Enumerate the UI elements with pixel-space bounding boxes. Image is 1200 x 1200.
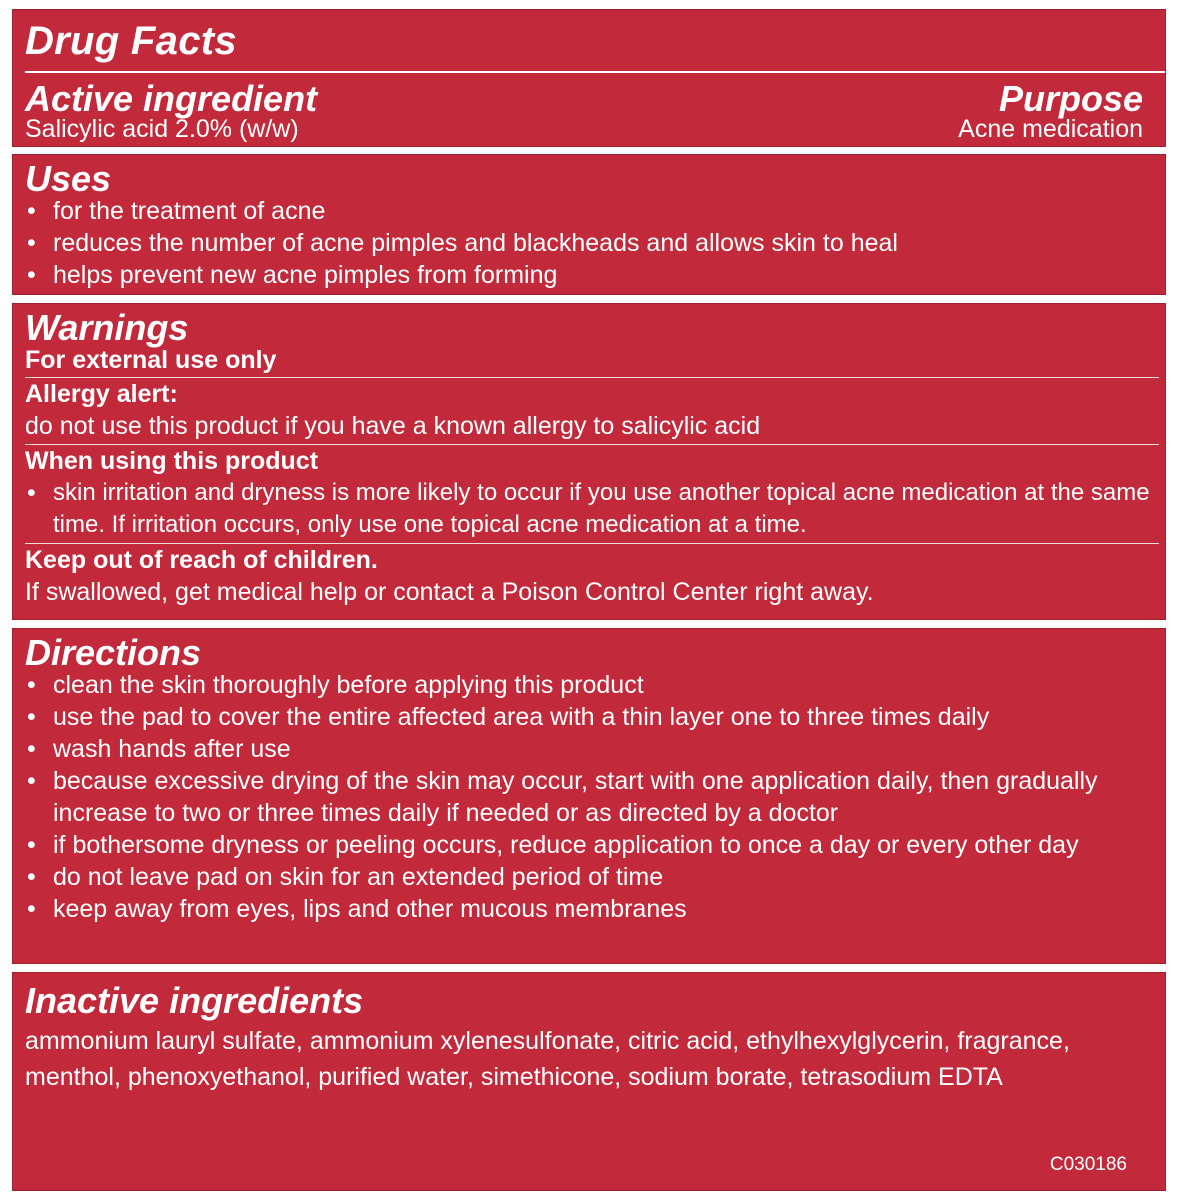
uses-list xyxy=(25,195,1149,291)
when-using-list xyxy=(25,477,1159,541)
allergy-alert-heading: Allergy alert: xyxy=(25,380,178,408)
product-code: C030186 xyxy=(1049,1154,1127,1175)
uses-panel xyxy=(12,154,1166,295)
active-ingredient-heading: Active ingredient xyxy=(25,78,318,119)
children-heading: Keep out of reach of children. xyxy=(25,546,378,574)
active-ingredient-value: Salicylic acid 2.0% (w/w) xyxy=(25,115,299,143)
inactive-ingredients-panel xyxy=(12,972,1166,1191)
purpose-value: Acne medication xyxy=(958,115,1143,143)
directions-item: • keep away from eyes, lips and other mucous membranes xyxy=(25,893,1149,925)
children-text: If swallowed, get medical help or contact a Poison Control Center right away. xyxy=(25,578,874,606)
allergy-alert-text: do not use this product if you have a known allergy to salicylic acid xyxy=(25,412,761,440)
external-use-text: For external use only xyxy=(25,346,277,374)
directions-item: • wash hands after use xyxy=(25,733,1149,765)
directions-panel xyxy=(12,628,1166,964)
when-using-item: • skin irritation and dryness is more likely to occur if you use another topical acne medication at the same time. If irritation occurs, only use one topical acne medication at a time. xyxy=(25,477,1159,541)
directions-item: • do not leave pad on skin for an extended period of time xyxy=(25,861,1149,893)
when-using-heading: When using this product xyxy=(25,447,319,475)
uses-item: • helps prevent new acne pimples from forming xyxy=(25,259,1149,291)
active-ingredient-row xyxy=(25,113,1143,145)
drug-facts-title: Drug Facts xyxy=(25,19,237,63)
warnings-panel xyxy=(12,303,1166,620)
uses-heading: Uses xyxy=(25,158,112,199)
inactive-ingredients-text: ammonium lauryl sulfate, ammonium xylenesulfonate, citric acid, ethylhexylglycerin, fragrance, menthol, phenoxyethanol, purified water, simethicone, sodium borate, tetrasodium EDTA xyxy=(25,1027,1070,1091)
directions-item: • use the pad to cover the entire affected area with a thin layer one to three times daily xyxy=(25,701,1149,733)
directions-item: • clean the skin thoroughly before applying this product xyxy=(25,669,1149,701)
directions-list xyxy=(25,669,1149,925)
inactive-ingredients-heading: Inactive ingredients xyxy=(25,980,364,1021)
uses-item: • reduces the number of acne pimples and blackheads and allows skin to heal xyxy=(25,227,1149,259)
uses-item: • for the treatment of acne xyxy=(25,195,1149,227)
directions-item: • if bothersome dryness or peeling occurs, reduce application to once a day or every other day xyxy=(25,829,1149,861)
directions-heading: Directions xyxy=(25,632,202,673)
purpose-heading: Purpose xyxy=(998,78,1143,119)
directions-item: • because excessive drying of the skin may occur, start with one application daily, then gradually increase to two or three times daily if needed or as directed by a doctor xyxy=(25,765,1149,829)
drug-facts-header-panel xyxy=(12,9,1166,147)
title-divider xyxy=(25,71,1165,73)
warnings-heading: Warnings xyxy=(25,307,189,348)
